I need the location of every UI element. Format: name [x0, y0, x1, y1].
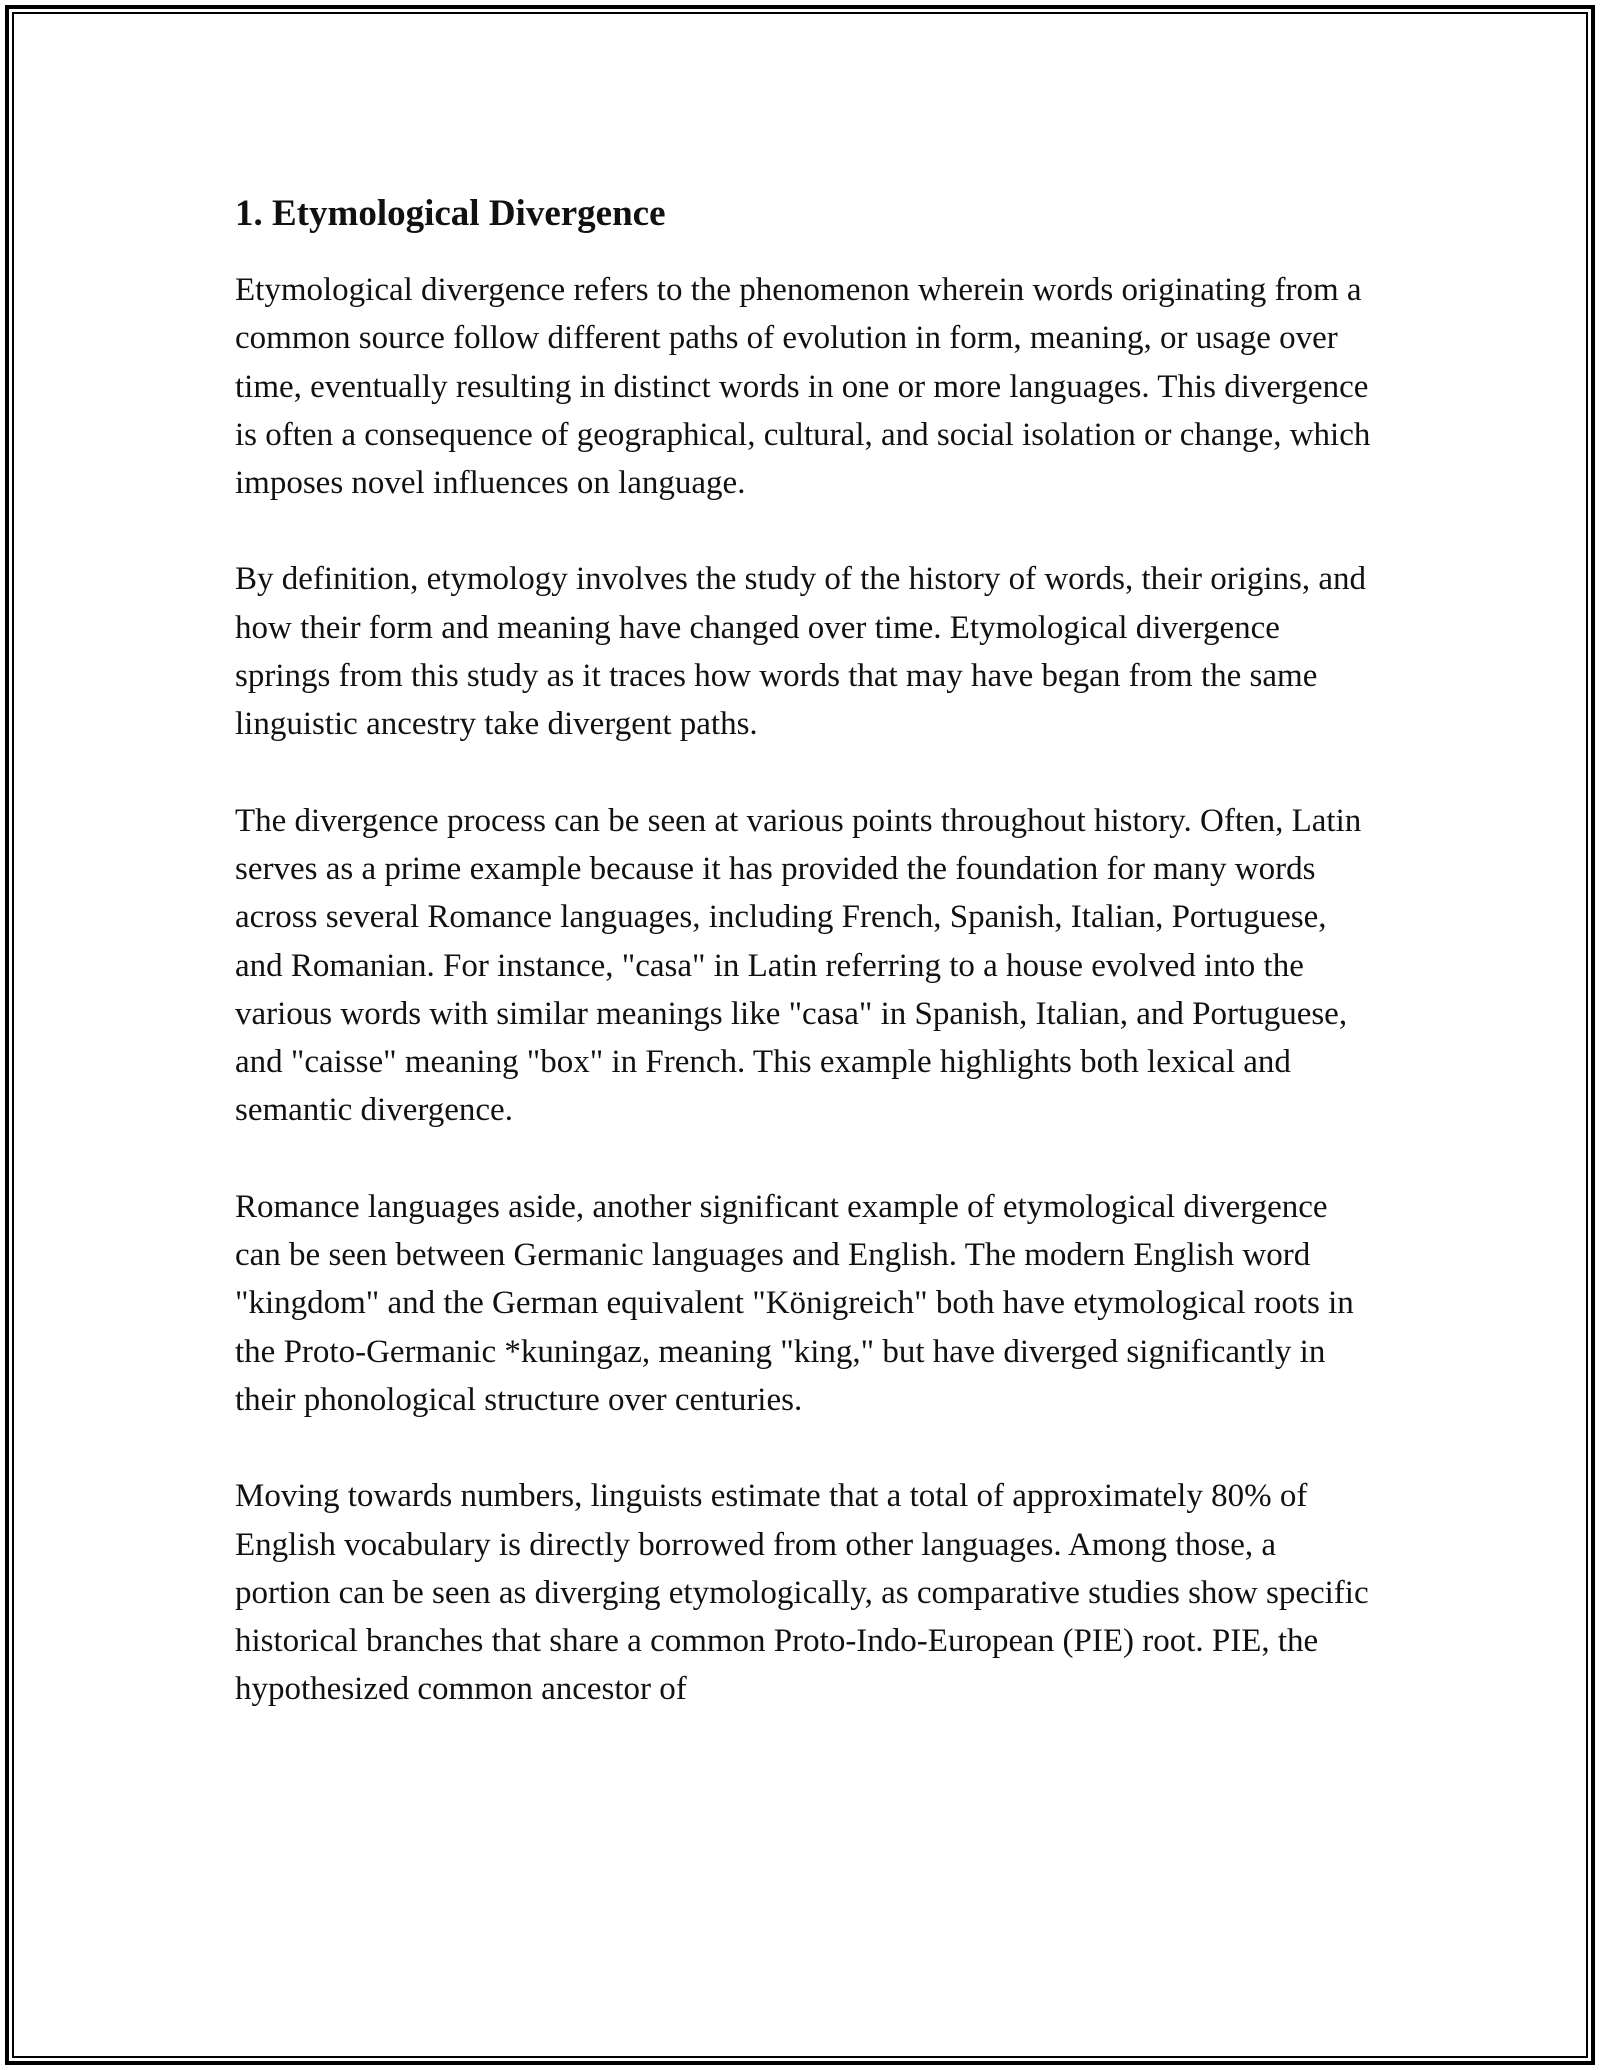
section-heading: 1. Etymological Divergence [235, 193, 666, 234]
paragraph-germanic-example: Romance languages aside, another significant example of etymological divergence can be seen between Germanic languages and English. The modern English word "kingdom" and the German equivalent "Königreich" both have etymological roots in the Proto-Germanic *kuningaz, meaning "king," but have diverged significantly in their phonological structure over centuries. [235, 1188, 1354, 1418]
document-body [235, 188, 1375, 1762]
paragraph-numbers: Moving towards numbers, linguists estimate that a total of approximately 80% of English vocabulary is directly borrowed from other languages. Among those, a portion can be seen as diverging etymologically, as comparative studies show specific historical branches that share a common Proto-Indo-European (PIE) root. PIE, the hypothesized common ancestor of [235, 1478, 1369, 1708]
paragraph-latin-example: The divergence process can be seen at various points throughout history. Often, Latin serves as a prime example because it has provided the foundation for many words across several Romance languages, including French, Spanish, Italian, Portuguese, and Romanian. For instance, "casa" in Latin referring to a house evolved into the various words with similar meanings like "casa" in Spanish, Italian, and Portuguese, and "caisse" meaning "box" in French. This example highlights both lexical and semantic divergence. [235, 802, 1362, 1129]
paragraph-etymology-study: By definition, etymology involves the study of the history of words, their origins, and how their form and meaning have changed over time. Etymological divergence springs from this study as it traces how words that may have began from the same linguistic ancestry take divergent paths. [235, 561, 1367, 743]
paragraph-definition: Etymological divergence refers to the phenomenon wherein words originating from a common source follow different paths of evolution in form, meaning, or usage over time, eventually resulting in distinct words in one or more languages. This divergence is often a consequence of geographical, cultural, and social isolation or change, which imposes novel influences on language. [235, 272, 1371, 502]
